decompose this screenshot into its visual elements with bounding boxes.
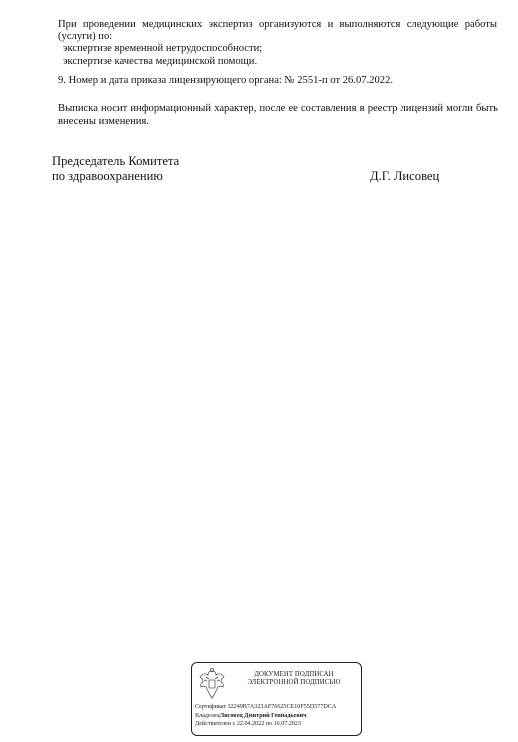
stamp-title-line1: ДОКУМЕНТ ПОДПИСАН bbox=[254, 671, 334, 678]
signatory-position-line2: по здравоохранению bbox=[52, 169, 163, 184]
certificate-label: Сертификат bbox=[195, 704, 227, 710]
order-number-paragraph: 9. Номер и дата приказа лицензирующего органа: № 2551-п от 26.07.2022. bbox=[58, 75, 394, 86]
certificate-line bbox=[195, 703, 362, 712]
stamp-title bbox=[226, 671, 362, 687]
certificate-number: 32249B7A323AF76625CE10F55D577DCA bbox=[227, 704, 337, 710]
owner-name: Лисовец Дмитрий Геннадьевич bbox=[219, 712, 307, 719]
expertise-list bbox=[58, 43, 497, 67]
coat-of-arms-icon bbox=[197, 667, 227, 701]
paragraph-intro: При проведении медицинских экспертиз организуются и выполняются следующие работы (услуги) по: bbox=[58, 19, 497, 43]
stamp-details bbox=[195, 703, 362, 729]
owner-label: Владелец bbox=[195, 712, 220, 719]
informational-note: Выписка носит информационный характер, после ее составления в реестр лицензий могли быть внесены изменения. bbox=[58, 103, 498, 128]
validity-line: Действителен с 22.04.2022 по 16.07.2023 bbox=[195, 721, 302, 728]
owner-line bbox=[195, 712, 362, 721]
signatory-position-line1: Председатель Комитета bbox=[52, 154, 180, 168]
signatory-position bbox=[52, 154, 252, 185]
signatory-name: Д.Г. Лисовец bbox=[370, 169, 440, 183]
list-item: экспертизе временной нетрудоспособности; bbox=[63, 43, 263, 55]
medical-expertise-paragraph bbox=[58, 19, 497, 68]
electronic-signature-stamp bbox=[191, 662, 362, 736]
list-item: экспертизе качества медицинской помощи. bbox=[63, 55, 258, 67]
stamp-title-line2: ЭЛЕКТРОННОЙ ПОДПИСЬЮ bbox=[247, 679, 341, 687]
